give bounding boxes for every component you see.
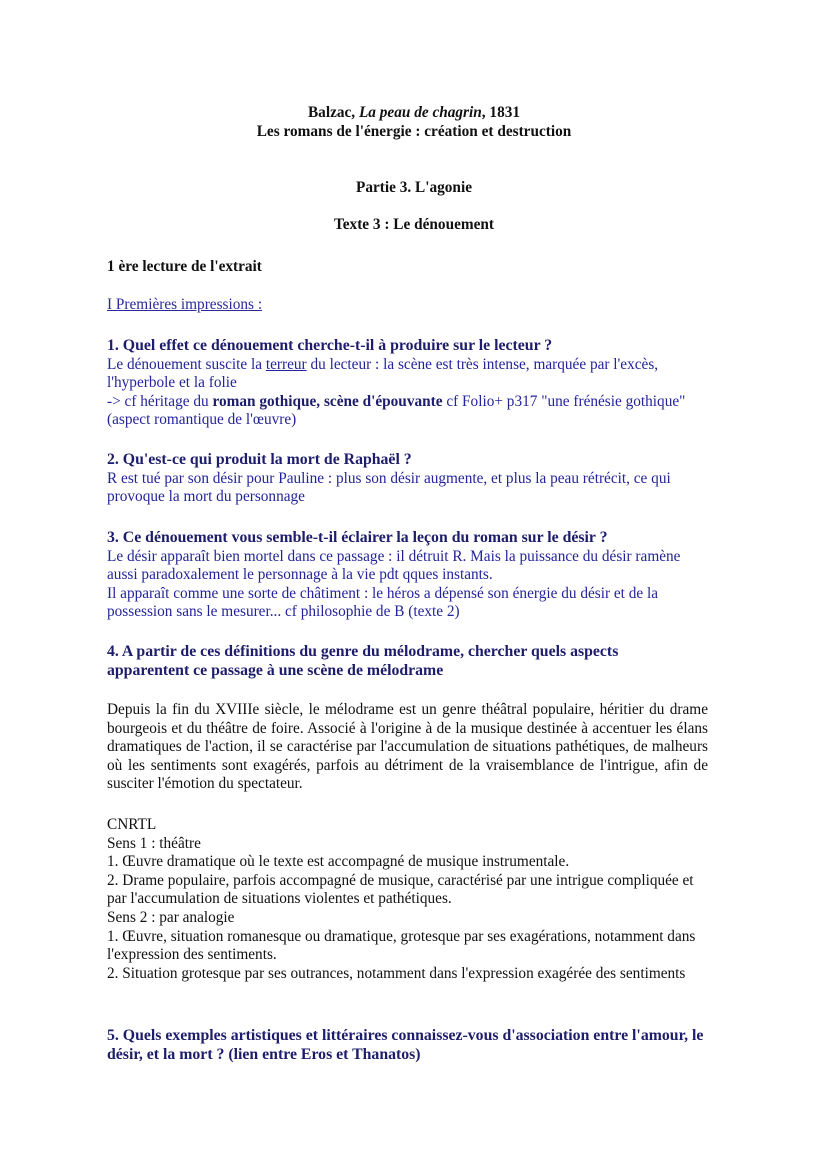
question-1-title: 1. Quel effet ce dénouement cherche-t-il à produire sur le lecteur ? — [107, 337, 553, 354]
document-subtitle: Les romans de l'énergie : création et destruction — [256, 123, 572, 140]
question-2-title: 2. Qu'est-ce qui produit la mort de Raphaël ? — [107, 451, 412, 468]
cnrtl-definitions — [107, 816, 697, 983]
cnrtl-title: CNRTL — [107, 816, 157, 833]
definition-2: 2. Drame populaire, parfois accompagné de musique, caractérisé par une intrigue compliquée et par l'accumulation de situations violentes et pathétiques. — [107, 871, 694, 908]
definition-3: 1. Œuvre, situation romanesque ou dramatique, grotesque par ses exagérations, notamment dans l'expression des sentiments. — [107, 927, 696, 964]
author: Balzac, — [307, 104, 359, 121]
reading-heading: 1 ère lecture de l'extrait — [107, 258, 262, 275]
question-3 — [107, 529, 702, 622]
question-5-title: 5. Quels exemples artistiques et littéraires connaissez-vous d'association entre l'amour, le désir, et la mort ? (lien entre Eros et Thanatos) — [107, 1027, 704, 1063]
answer-2: R est tué par son désir pour Pauline : plus son désir augmente, et plus la peau rétrécit, ce qui provoque la mort du personnage — [107, 469, 671, 506]
question-4 — [107, 643, 667, 680]
part-heading: Partie 3. L'agonie — [356, 179, 472, 196]
definition-4: 2. Situation grotesque par ses outrances, notamment dans l'expression exagérée des sentiments — [107, 964, 686, 982]
question-3-title: 3. Ce dénouement vous semble-t-il éclairer la leçon du roman sur le désir ? — [107, 529, 608, 546]
question-2 — [107, 451, 707, 507]
sens-2: Sens 2 : par analogie — [107, 908, 235, 926]
sens-1: Sens 1 : théâtre — [107, 834, 201, 852]
section-heading — [107, 296, 722, 315]
melodrame-paragraph: Depuis la fin du XVIIIe siècle, le mélodrame est un genre théâtral populaire, héritier du drame bourgeois et du théâtre de foire. Associé à l'origine à de la musique destinée à accentuer les élans dramatiques de l'action, il se caractérise par l'accumulation de situations pathétiques, de malheurs où les sentiments sont exagérés, parfois au détriment de la vraisemblance de l'intrigue, afin de susciter l'émotion du spectateur. — [107, 701, 708, 793]
section-link[interactable]: I Premières impressions : — [107, 296, 263, 313]
document-title — [0, 104, 828, 123]
question-1 — [107, 337, 687, 430]
question-5 — [107, 1027, 732, 1064]
year: , 1831 — [481, 104, 521, 121]
question-4-title: 4. A partir de ces définitions du genre du mélodrame, chercher quels aspects apparentent ce passage à une scène de mélodrame — [107, 643, 619, 679]
work-title: La peau de chagrin — [358, 104, 482, 121]
definition-1: 1. Œuvre dramatique où le texte est accompagné de musique instrumentale. — [107, 853, 570, 871]
answer-3b: Il apparaît comme une sorte de châtiment : le héros a dépensé son énergie du désir et de la possession sans le mesurer... cf philosophie de B (texte 2) — [107, 584, 659, 621]
answer-1a: Le dénouement suscite la terreur du lecteur : la scène est très intense, marquée par l'excès, l'hyperbole et la folie — [107, 355, 659, 392]
answer-1b: -> cf héritage du roman gothique, scène d'épouvante cf Folio+ p317 "une frénésie gothique" (aspect romantique de l'œuvre) — [107, 392, 686, 429]
text-heading: Texte 3 : Le dénouement — [333, 216, 495, 233]
answer-3a: Le désir apparaît bien mortel dans ce passage : il détruit R. Mais la puissance du désir ramène aussi paradoxalement le personnage à la vie pdt qques instants. — [107, 547, 681, 584]
